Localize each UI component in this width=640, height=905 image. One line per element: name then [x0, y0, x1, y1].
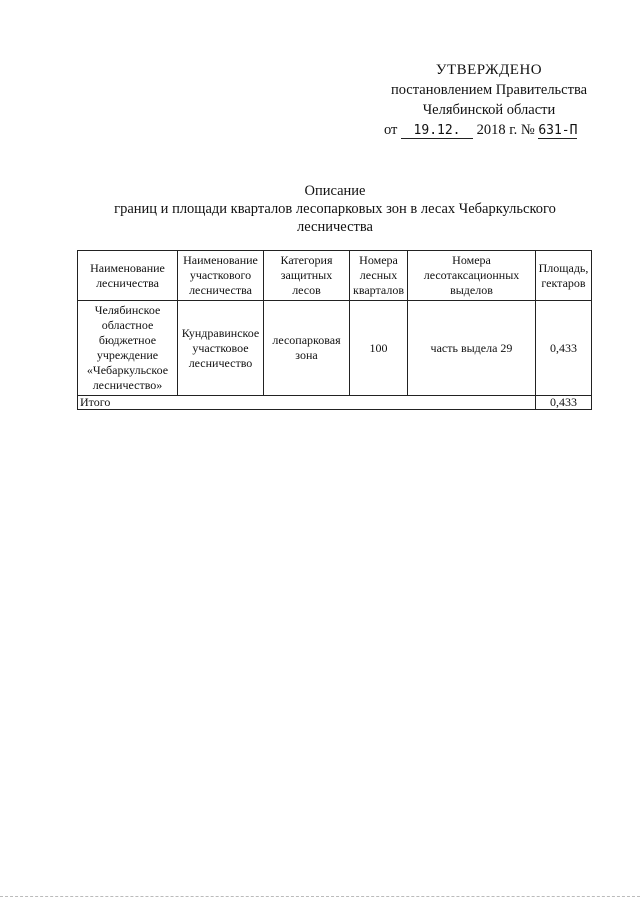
cell-plot-numbers: часть выдела 29: [408, 301, 536, 396]
table-row: [78, 301, 592, 396]
cell-forest-category: лесопарковая зона: [264, 301, 350, 396]
header-quarter-numbers: Номера лесных кварталов: [350, 251, 408, 301]
date-prefix: от: [384, 122, 398, 138]
approval-line-1: постановлением Правительства: [390, 82, 588, 98]
document-heading: [80, 182, 590, 236]
approval-line-2: Челябинской области: [422, 102, 556, 118]
cell-area: 0,433: [536, 301, 592, 396]
header-forestry: Наименование лесничества: [78, 251, 178, 301]
cell-quarter-numbers: 100: [350, 301, 408, 396]
date-value: 19.12.: [401, 123, 473, 139]
approval-title: УТВЕРЖДЕНО: [435, 62, 543, 78]
header-district-forestry: Наименование участкового лесничества: [178, 251, 264, 301]
cell-district-forestry: Кундравинское участковое лесничество: [178, 301, 264, 396]
header-plot-numbers: Номера лесотаксационных выделов: [408, 251, 536, 301]
document-title: Описание: [304, 183, 366, 199]
approval-date-line: [384, 120, 594, 141]
total-area: 0,433: [536, 396, 592, 410]
total-label: Итого: [78, 396, 536, 410]
year-text: 2018 г. №: [476, 122, 535, 138]
header-forest-category: Категория защитных лесов: [264, 251, 350, 301]
total-row: [78, 396, 592, 410]
approval-stamp: [384, 60, 594, 141]
decree-number: 631-П: [538, 123, 578, 138]
scan-edge-divider: [0, 896, 640, 897]
table-header-row: [78, 251, 592, 301]
document-subtitle: границ и площади кварталов лесопарковых зон в лесах Чебаркульского лесничества: [114, 201, 556, 235]
header-area: Площадь, гектаров: [536, 251, 592, 301]
forest-quarters-table: [77, 250, 592, 410]
cell-forestry: Челябинское областное бюджетное учреждение «Чебаркульское лесничество»: [78, 301, 178, 396]
